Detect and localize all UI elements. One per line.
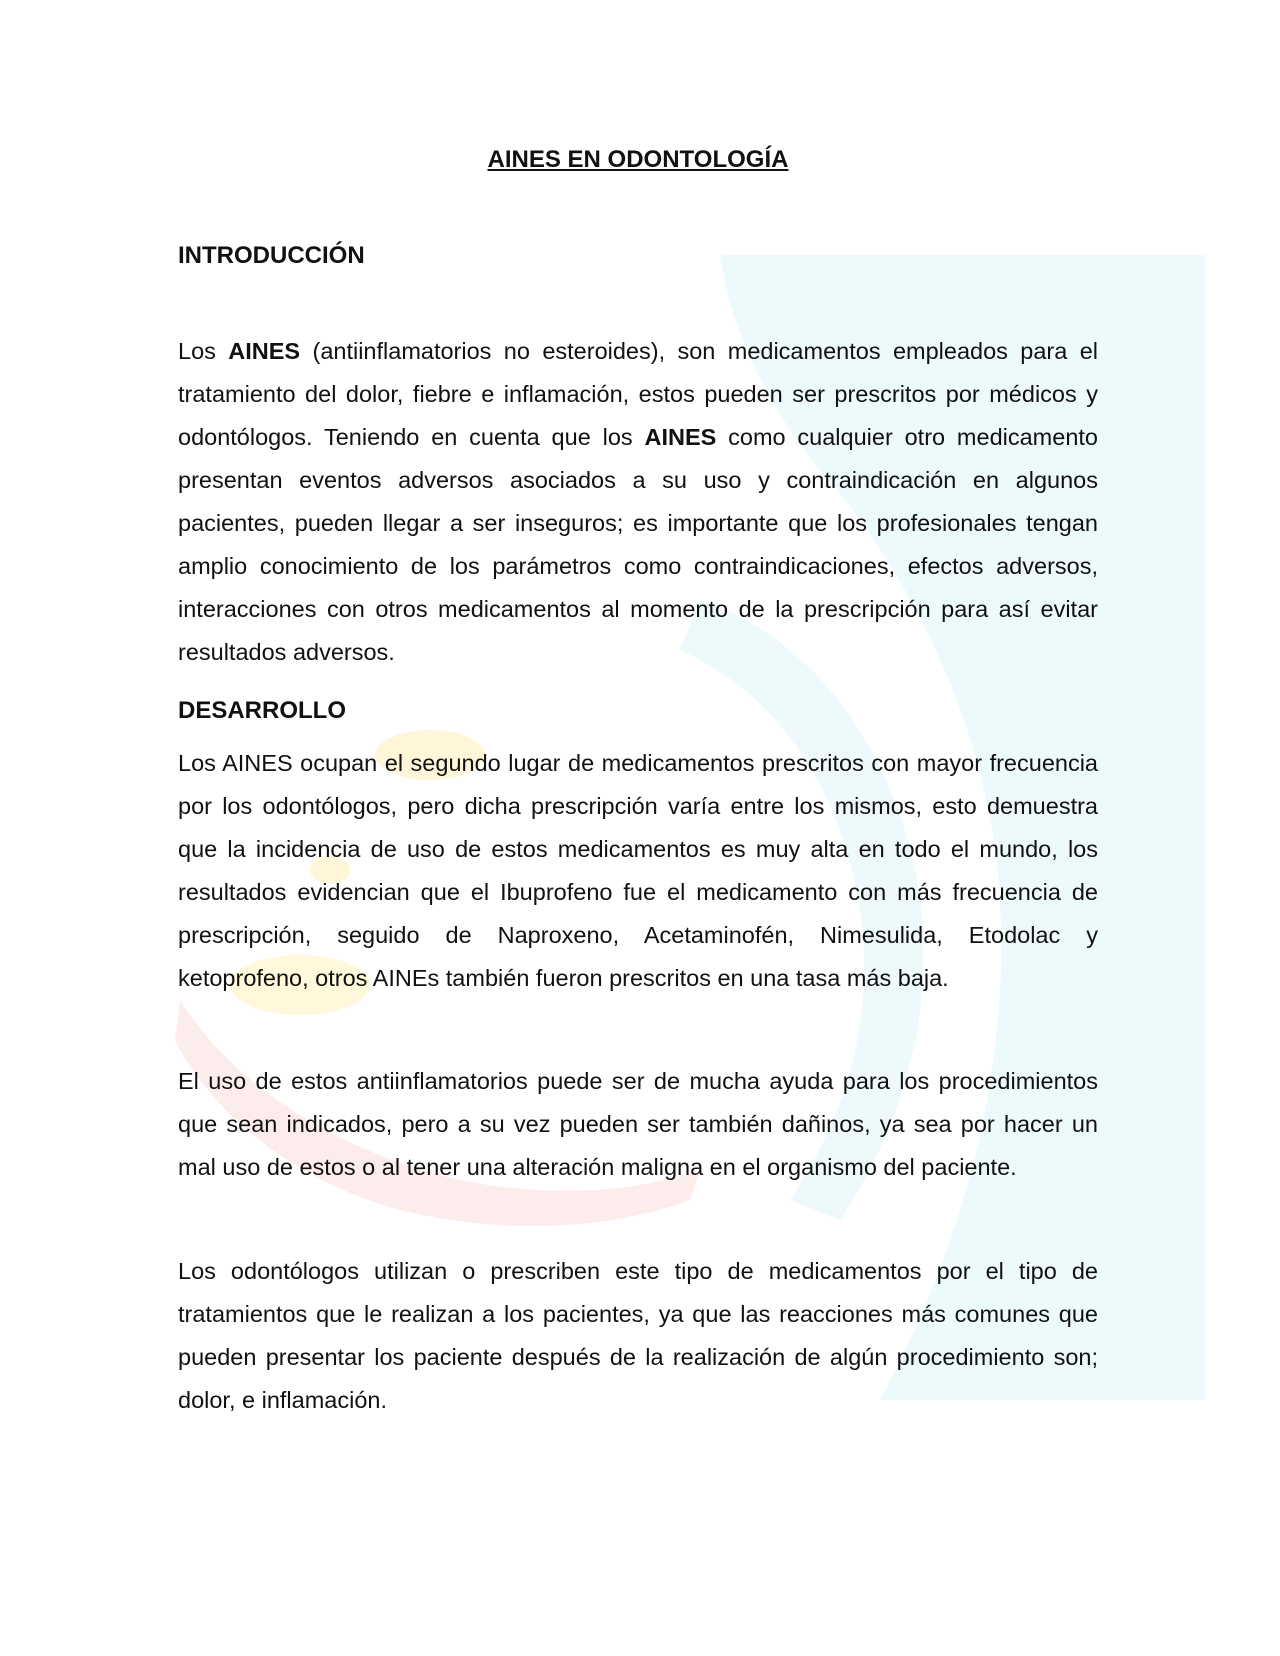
intro-paragraph (178, 330, 1098, 674)
intro-text-3: como cualquier otro medicamento presentan eventos adversos asociados a su uso y contraindicación en algunos pacientes, pueden llegar a ser inseguros; es importante que los profesionales tengan amplio conocimiento de los parámetros como contraindicaciones, efectos adversos, interacciones con otros medicamentos al momento de la prescripción para así evitar resultados adversos. (178, 424, 1098, 665)
intro-text-1: Los (178, 338, 229, 364)
desarrollo-paragraph-1: Los AINES ocupan el segundo lugar de medicamentos prescritos con mayor frecuencia por los odontólogos, pero dicha prescripción varía entre los mismos, esto demuestra que la incidencia de uso de estos medicamentos es muy alta en todo el mundo, los resultados evidencian que el Ibuprofeno fue el medicamento con más frecuencia de prescripción, seguido de Naproxeno, Acetaminofén, Nimesulida, Etodolac y ketoprofeno, otros AINEs también fueron prescritos en una tasa más baja. (178, 750, 1098, 991)
section-heading-desarrollo: DESARROLLO (178, 697, 346, 724)
section-heading-introduccion: INTRODUCCIÓN (178, 242, 365, 269)
document-title: AINES EN ODONTOLOGÍA (487, 146, 789, 173)
desarrollo-paragraph-3: Los odontólogos utilizan o prescriben este tipo de medicamentos por el tipo de tratamientos que le realizan a los pacientes, ya que las reacciones más comunes que pueden presentar los paciente después de la realización de algún procedimiento son; dolor, e inflamación. (178, 1258, 1098, 1413)
desarrollo-paragraph-2: El uso de estos antiinflamatorios puede ser de mucha ayuda para los procedimientos que sean indicados, pero a su vez pueden ser también dañinos, ya sea por hacer un mal uso de estos o al tener una alteración maligna en el organismo del paciente. (178, 1068, 1098, 1180)
intro-bold-aines-1: AINES (228, 338, 301, 364)
intro-bold-aines-2: AINES (644, 424, 717, 450)
intro-text-2: (antiinflamatorios no esteroides), son medicamentos empleados para el tratamiento del dolor, fiebre e inflamación, estos pueden ser prescritos por médicos y odontólogos. Teniendo en cuenta que los (178, 338, 1098, 450)
